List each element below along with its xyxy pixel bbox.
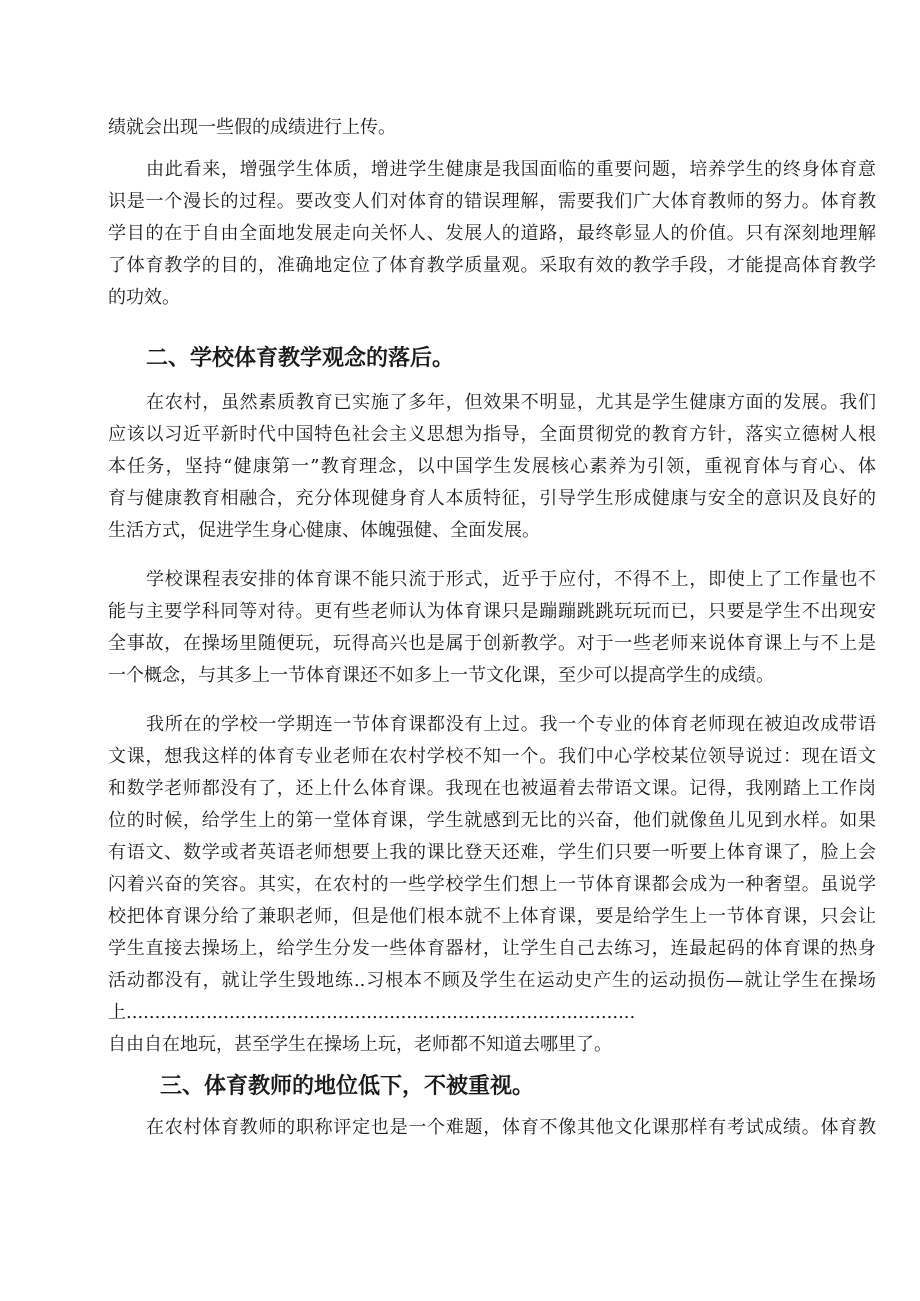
- paragraph-line: 在农村体育教师的职称评定也是一个难题，体育不像其他文化课那样有考试成绩。体育教: [146, 1117, 876, 1138]
- paragraph-line: 和数学老师都没有了，还上什么体育课。我现在也被逼着去带语文课。记得，我刚踏上工作岗: [108, 778, 876, 799]
- paragraph-line: 识是一个漫长的过程。要改变人们对体育的错误理解，需要我们广大体育教师的努力。体育教: [108, 191, 876, 212]
- paragraph-line: 活动都没有，就让学生毁地练..习根本不顾及学生在运动史产生的运动损伤—就让学生在操场: [108, 970, 876, 991]
- paragraph-line: 学校课程表安排的体育课不能只流于形式，近乎于应付，不得不上，即使上了工作量也不: [146, 569, 876, 590]
- paragraph-line: 能与主要学科同等对待。更有些老师认为体育课只是蹦蹦跳跳玩玩而已，只要是学生不出现安: [108, 601, 876, 622]
- paragraph-line: 了体育教学的目的，准确地定位了体育教学质量观。采取有效的教学手段，才能提高体育教学: [108, 255, 876, 276]
- paragraph-line: 应该以习近平新时代中国特色社会主义思想为指导，全面贯彻党的教育方针，落实立德树人根: [108, 424, 876, 445]
- paragraph-line: 由此看来，增强学生体质，增进学生健康是我国面临的重要问题，培养学生的终身体育意: [146, 159, 876, 180]
- paragraph-line: 校把体育课分给了兼职老师，但是他们根本就不上体育课，要是给学生上一节体育课，只会让: [108, 906, 876, 927]
- paragraph-line: 全事故，在操场里随便玩，玩得高兴也是属于创新教学。对于一些老师来说体育课上与不上是: [108, 633, 876, 654]
- paragraph-line: 育与健康教育相融合，充分体现健身育人本质特征，引导学生形成健康与安全的意识及良好的: [108, 488, 876, 509]
- paragraph-line: 本任务，坚持“健康第一”教育理念，以中国学生发展核心素养为引领，重视育体与育心、体: [108, 456, 876, 477]
- paragraph-line: 位的时候，给学生上的第一堂体育课，学生就感到无比的兴奋，他们就像鱼儿见到水样。如果: [108, 810, 876, 831]
- paragraph-line: 的功效。: [108, 287, 180, 308]
- paragraph-line: 在农村，虽然素质教育已实施了多年，但效果不明显，尤其是学生健康方面的发展。我们: [146, 392, 876, 413]
- paragraph-line: 文课，想我这样的体育专业老师在农村学校不知一个。我们中心学校某位领导说过：现在语文: [108, 746, 876, 767]
- paragraph-line: 上.........................................................................................: [108, 1002, 636, 1023]
- paragraph-line: 一个概念，与其多上一节体育课还不如多上一节文化课，至少可以提高学生的成绩。: [108, 665, 774, 686]
- paragraph-line: 学生直接去操场上，给学生分发一些体育器材，让学生自己去练习，连最起码的体育课的热身: [108, 938, 876, 959]
- paragraph-line: 闪着兴奋的笑容。其实，在农村的一些学校学生们想上一节体育课都会成为一种奢望。虽说学: [108, 874, 876, 895]
- paragraph-line: 我所在的学校一学期连一节体育课都没有上过。我一个专业的体育老师现在被迫改成带语: [146, 714, 876, 735]
- paragraph-line: 绩就会出现一些假的成绩进行上传。: [108, 117, 396, 138]
- paragraph-line: 学目的在于自由全面地发展走向关怀人、发展人的道路，最终彰显人的价值。只有深刻地理解: [108, 223, 876, 244]
- paragraph-line: 自由自在地玩，甚至学生在操场上玩，老师都不知道去哪里了。: [108, 1034, 612, 1055]
- paragraph-line: 生活方式，促进学生身心健康、体魄强健、全面发展。: [108, 520, 540, 541]
- section-heading-2: 二、学校体育教学观念的落后。: [146, 346, 455, 371]
- paragraph-line: 有语文、数学或者英语老师想要上我的课比登天还难，学生们只要一听要上体育课了，脸上会: [108, 842, 876, 863]
- section-heading-3: 三、体育教师的地位低下，不被重视。: [160, 1074, 535, 1099]
